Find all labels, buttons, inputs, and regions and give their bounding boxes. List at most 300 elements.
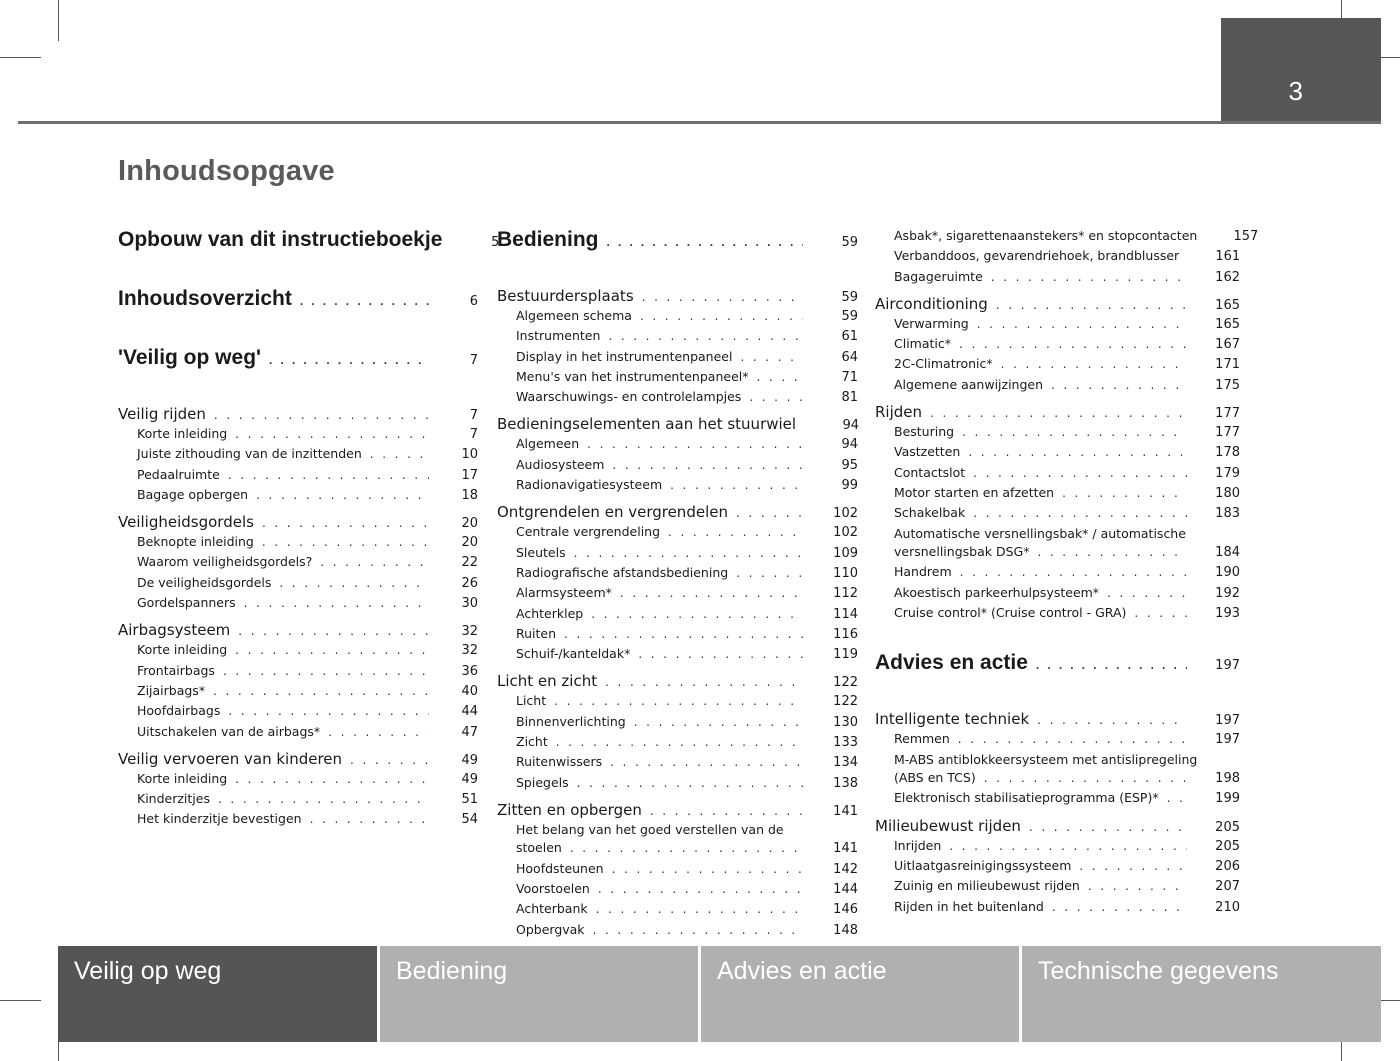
toc-page-number: 54 [461,812,478,828]
dot-leader [244,596,429,610]
toc-label: Voorstoelen [516,881,590,897]
toc-section[interactable] [875,295,1240,316]
toc-label: Automatische versnellingsbak* / automatische [894,525,1186,541]
toc-page-number: 175 [1215,377,1240,393]
toc-label: Licht [516,693,547,709]
toc-item[interactable] [118,703,478,723]
toc-label: Airbagsysteem [118,621,231,640]
dot-leader [213,684,429,698]
toc-page-number: 165 [1215,316,1240,332]
toc-item[interactable] [497,693,858,713]
toc-item[interactable] [875,356,1240,376]
toc-item[interactable] [118,575,478,595]
dot-leader [620,586,803,600]
toc-label: Contactslot [894,464,966,480]
dot-leader [973,466,1187,480]
dot-leader [634,715,803,729]
toc-label: Korte inleiding [137,426,228,441]
toc-item[interactable] [875,377,1240,397]
dot-leader [1001,357,1187,371]
toc-page-number: 162 [1215,269,1240,285]
toc-section[interactable] [875,710,1240,731]
toc-label: Handrem [894,564,952,580]
toc-page-number: 210 [1215,899,1240,915]
dot-leader [279,576,429,590]
toc-item[interactable] [875,269,1240,289]
toc-page-number: 99 [841,478,858,494]
toc-item[interactable] [875,505,1240,525]
toc-label: Zijairbags* [137,682,206,698]
dot-leader [223,664,429,678]
dot-leader [300,294,429,308]
toc-section[interactable] [497,503,858,524]
toc-item[interactable] [118,426,478,446]
dot-leader [235,427,429,441]
dot-leader [262,535,429,549]
toc-section[interactable] [875,403,1240,424]
dot-leader [973,506,1187,520]
toc-label: Radiografische afstandsbediening [516,564,729,580]
toc-label: Het belang van het goed verstellen van de [516,821,784,837]
toc-item[interactable] [875,336,1240,356]
toc-label: Display in het instrumentenpaneel [516,348,733,364]
toc-label: Elektronisch stabilisatieprogramma (ESP)* [894,790,1159,806]
toc-item[interactable] [875,564,1240,584]
toc-label: Vastzetten [894,444,961,460]
toc-page-number: 190 [1215,565,1240,581]
toc-page-number: 59 [841,290,858,305]
toc-label: Achterklep [516,605,584,621]
toc-item[interactable] [497,881,858,901]
toc-chapter[interactable] [118,228,500,257]
toc-page-number: 20 [461,516,478,532]
toc-label: Binnenverlichting [516,713,626,729]
toc-label: Spiegels [516,774,569,790]
dot-leader [984,771,1187,785]
toc-page-number: 177 [1215,406,1240,422]
toc-page-number: 10 [461,447,478,463]
toc-item[interactable] [118,791,478,811]
toc-page-number: 157 [1233,229,1259,244]
toc-item[interactable] [497,369,858,389]
toc-label: Licht en zicht [497,672,598,691]
toc-page-number: 167 [1215,337,1240,353]
toc-chapter[interactable] [118,346,478,375]
dot-leader [570,841,803,855]
toc-label: Milieubewust rijden [875,816,1021,835]
toc-page-number: 112 [833,586,858,602]
toc-item[interactable] [875,424,1240,444]
toc-item[interactable] [118,683,478,703]
dot-leader [593,923,803,937]
toc-label: Audiosysteem [516,456,605,472]
dot-leader [218,792,429,806]
dot-leader [749,390,803,404]
toc-page-number: 109 [833,545,858,561]
toc-page-number: 148 [833,922,858,938]
toc-label: Akoestisch parkeerhulpsysteem* [894,584,1100,600]
toc-label: 2C-Climatronic* [894,356,993,372]
toc-section[interactable] [497,415,858,436]
toc-label: Alarmsysteem* [516,585,612,601]
dot-leader [235,772,429,786]
toc-page-number: 165 [1215,297,1240,313]
crop-mark [0,57,41,58]
toc-page-number: 142 [833,861,858,877]
toc-item[interactable] [875,858,1240,878]
dot-leader [1134,606,1187,620]
toc-item[interactable] [497,349,858,369]
toc-page-number: 197 [1215,713,1240,729]
toc-page-number: 161 [1215,249,1241,265]
toc-item[interactable] [497,328,858,348]
toc-item[interactable] [497,545,858,565]
toc-item[interactable] [875,838,1240,858]
toc-page-number: 59 [841,309,858,324]
toc-item[interactable] [118,595,478,615]
toc-label: Cruise control* (Cruise control - GRA) [894,604,1127,620]
toc-label: Uitlaatgasreinigingssysteem [894,857,1072,873]
dot-leader [228,704,429,718]
toc-page-number: 102 [833,506,858,522]
dot-leader [610,755,803,769]
dot-leader [1029,820,1187,834]
toc-label: Pedaalruimte [137,466,220,482]
toc-label: Ruitenwissers [516,754,603,770]
toc-page-number: 20 [461,535,478,551]
tab-bediening[interactable] [380,946,698,1042]
tab-advies-en-actie[interactable] [701,946,1019,1042]
toc-item[interactable] [497,626,858,646]
toc-item[interactable] [875,585,1240,605]
toc-label: Korte inleiding [137,642,228,658]
toc-item[interactable] [118,724,478,744]
toc-label: Schuif-/kanteldak* [516,646,631,662]
tab-label: Veilig op weg [74,957,222,985]
toc-item[interactable] [497,457,858,477]
toc-label: Verbanddoos, gevarendriehoek, brandblusser [894,248,1180,264]
toc-item[interactable] [497,775,858,795]
dot-leader [328,725,429,739]
toc-item[interactable] [497,734,858,754]
toc-page-number: 51 [461,792,478,808]
crop-mark [0,1000,41,1001]
toc-page-number: 146 [833,902,858,918]
toc-item[interactable] [118,811,478,831]
toc-page-number: 116 [833,626,858,642]
toc-label: Sleutels [516,544,566,560]
toc-label: Radionavigatiesysteem [516,477,663,493]
dot-leader [642,290,803,304]
dot-leader [740,350,803,364]
toc-item[interactable] [875,485,1240,505]
toc-page-number: 7 [469,353,478,368]
toc-label: Uitschakelen van de airbags* [137,723,321,739]
toc-page-number: 22 [461,555,478,571]
toc-item[interactable] [875,770,1240,790]
toc-page-number: 193 [1215,605,1240,621]
toc-column-1 [118,228,500,832]
tab-veilig-op-weg[interactable] [58,946,377,1042]
dot-leader [962,425,1187,439]
toc-label: Inrijden [894,837,942,853]
toc-page-number: 114 [833,606,858,622]
toc-section[interactable] [118,750,478,771]
toc-page-number: 32 [461,643,478,659]
toc-page-number: 7 [469,427,478,442]
toc-section[interactable] [497,672,858,693]
toc-label: versnellingsbak DSG* [894,544,1030,560]
toc-label: Rijden [875,403,923,422]
toc-label: Verwarming [894,315,969,331]
toc-item[interactable] [875,790,1240,810]
toc-section[interactable] [875,817,1240,838]
dot-leader [736,506,803,520]
toc-item[interactable] [875,228,1259,248]
toc-label: Bagageruimte [894,268,983,284]
toc-page-number: 7 [469,408,478,423]
toc-item[interactable] [497,524,858,544]
toc-column-3 [875,228,1259,919]
toc-label: Beknopte inleiding [137,534,254,550]
toc-item[interactable] [497,861,858,881]
dot-leader [608,329,803,343]
toc-item[interactable] [875,316,1240,336]
toc-label: Ruiten [516,625,557,641]
toc-label: M-ABS antiblokkeersysteem met antislipregeling [894,751,1198,767]
toc-item[interactable] [497,822,858,841]
dot-leader [968,445,1187,459]
toc-page-number: 36 [461,663,478,679]
toc-item[interactable] [875,605,1240,625]
toc-page-number: 205 [1215,819,1240,835]
dot-leader [1052,900,1187,914]
toc-page-number: 197 [1215,732,1240,748]
toc-page-number: 122 [833,694,858,710]
toc-item[interactable] [875,444,1240,464]
toc-label: Zuinig en milieubewust rijden [894,878,1080,894]
dot-leader [262,516,429,530]
toc-label: Instrumenten [516,328,601,344]
toc-item[interactable] [497,565,858,585]
tab-label: Advies en actie [717,957,887,985]
toc-page-number: 141 [833,841,858,857]
dot-leader [991,270,1187,284]
toc-label: (ABS en TCS) [894,770,976,786]
tab-label: Technische gegevens [1038,957,1279,985]
dot-leader [1088,879,1187,893]
toc-page-number: 102 [833,525,858,541]
dot-leader [235,643,429,657]
toc-label: Bediening [497,228,599,251]
toc-item[interactable] [497,901,858,921]
toc-page-number: 71 [841,369,858,385]
toc-page-number: 40 [461,683,478,699]
toc-page-number: 206 [1215,858,1240,874]
toc-item[interactable] [875,731,1240,751]
toc-item[interactable] [497,436,858,456]
toc-label: Menu's van het instrumentenpaneel* [516,368,749,384]
dot-leader [1107,586,1187,600]
toc-item[interactable] [497,714,858,734]
toc-item[interactable] [875,899,1240,919]
toc-chapter[interactable] [118,287,478,316]
dot-leader [587,437,803,451]
toc-page-number: 205 [1215,838,1240,854]
toc-page-number: 183 [1215,506,1240,522]
toc-item[interactable] [497,754,858,774]
header-rule [18,121,1381,124]
toc-item[interactable] [875,752,1240,771]
toc-page-number: 119 [833,647,858,663]
dot-leader [668,525,803,539]
toc-page-number: 134 [833,755,858,771]
toc-page-number: 130 [833,714,858,730]
toc-item[interactable] [118,467,478,487]
toc-section[interactable] [118,513,478,534]
dot-leader [736,566,803,580]
toc-page-number: 177 [1215,425,1240,441]
toc-item[interactable] [875,248,1240,268]
toc-page-number: 6 [469,294,478,309]
dot-leader [564,627,803,641]
toc-label: Kinderzitjes [137,791,210,807]
toc-label: Korte inleiding [137,770,228,786]
toc-item[interactable] [118,771,478,791]
page-number: 3 [1288,75,1303,106]
toc-item[interactable] [497,646,858,666]
toc-page-number: 17 [461,467,478,483]
dot-leader [949,839,1187,853]
toc-page-number: 144 [833,882,858,898]
toc-section[interactable] [497,801,858,822]
toc-page-number: 95 [841,457,858,473]
toc-item[interactable] [497,477,858,497]
toc-item[interactable] [497,606,858,626]
toc-label: Veiligheidsgordels [118,513,254,532]
toc-page-number: 179 [1215,465,1240,481]
dot-leader [256,488,429,502]
dot-leader [1167,791,1187,805]
toc-item[interactable] [118,487,478,507]
dot-leader [670,478,803,492]
toc-item[interactable] [118,534,478,554]
toc-label: Advies en actie [875,651,1028,675]
toc-page-number: 5 [491,235,500,250]
toc-column-2 [497,228,858,942]
dot-leader [598,882,803,896]
toc-label: Remmen [894,731,950,747]
dot-leader [238,624,429,638]
toc-item[interactable] [875,878,1240,898]
toc-item[interactable] [118,663,478,683]
toc-section[interactable] [118,621,478,642]
toc-label: Bagage opbergen [137,486,249,502]
toc-item[interactable] [497,922,858,942]
toc-item[interactable] [875,465,1240,485]
dot-leader [607,235,803,249]
toc-label: Hoofdairbags [137,703,221,719]
toc-label: Hoofdsteunen [516,860,604,876]
dot-leader [577,776,803,790]
toc-page-number: 198 [1215,771,1240,787]
toc-page-number: 61 [841,329,858,345]
toc-chapter[interactable] [875,651,1240,680]
toc-label: Achterbank [516,901,588,917]
toc-page-number: 184 [1215,545,1240,561]
toc-label: Waarschuwings- en controlelampjes [516,389,742,405]
toc-label: Veilig vervoeren van kinderen [118,749,343,768]
toc-page-number: 64 [841,349,858,365]
toc-label: Schakelbak [894,505,966,521]
toc-label: Opbouw van dit instructieboekje [118,228,443,251]
dot-leader [320,555,429,569]
toc-label: Algemeen [516,436,580,452]
toc-page-number: 178 [1215,445,1240,461]
toc-item[interactable] [118,446,478,466]
toc-page-number: 47 [461,724,478,740]
toc-page-number: 81 [841,390,858,406]
toc-label: 'Veilig op weg' [118,346,262,369]
dot-leader [977,317,1187,331]
page-title: Inhoudsopgave [118,155,335,187]
toc-page-number: 141 [833,803,858,819]
toc-item[interactable] [118,554,478,574]
toc-label: Veilig rijden [118,405,206,423]
toc-item[interactable] [875,544,1240,564]
toc-page-number: 94 [841,437,858,453]
toc-item[interactable] [875,526,1240,545]
toc-item[interactable] [497,585,858,605]
dot-leader [605,675,803,689]
toc-page-number: 94 [842,418,860,434]
toc-label: Asbak*, sigarettenaanstekers* en stopcontacten [894,228,1198,243]
dot-leader [556,735,803,749]
dot-leader [612,458,803,472]
dot-leader [1036,658,1187,672]
dot-leader [1079,859,1187,873]
tab-technische-gegevens[interactable] [1022,946,1381,1042]
page-number-box [1221,18,1381,124]
dot-leader [958,732,1187,746]
dot-leader [228,468,429,482]
toc-page-number: 49 [461,752,478,768]
dot-leader [591,607,803,621]
toc-label: Bedieningselementen aan het stuurwiel [497,415,797,434]
toc-page-number: 207 [1215,879,1240,895]
toc-chapter[interactable] [497,228,858,257]
toc-label: Centrale vergrendeling [516,524,661,540]
toc-section[interactable] [497,287,858,308]
dot-leader [650,804,803,818]
toc-label: Opbergvak [516,921,585,937]
toc-page-number: 133 [833,735,858,751]
dot-leader [959,337,1187,351]
toc-label: Frontairbags [137,662,215,678]
toc-page-number: 59 [841,235,858,250]
toc-label: Zicht [516,734,548,750]
toc-item[interactable] [118,642,478,662]
toc-label: Het kinderzitje bevestigen [137,811,302,827]
toc-page-number: 49 [461,771,478,787]
dot-leader [1062,486,1187,500]
toc-item[interactable] [497,389,858,409]
toc-section[interactable] [118,405,478,426]
dot-leader [214,408,429,422]
toc-item[interactable] [497,840,858,860]
toc-item[interactable] [497,308,858,328]
toc-label: Motor starten en afzetten [894,484,1055,500]
